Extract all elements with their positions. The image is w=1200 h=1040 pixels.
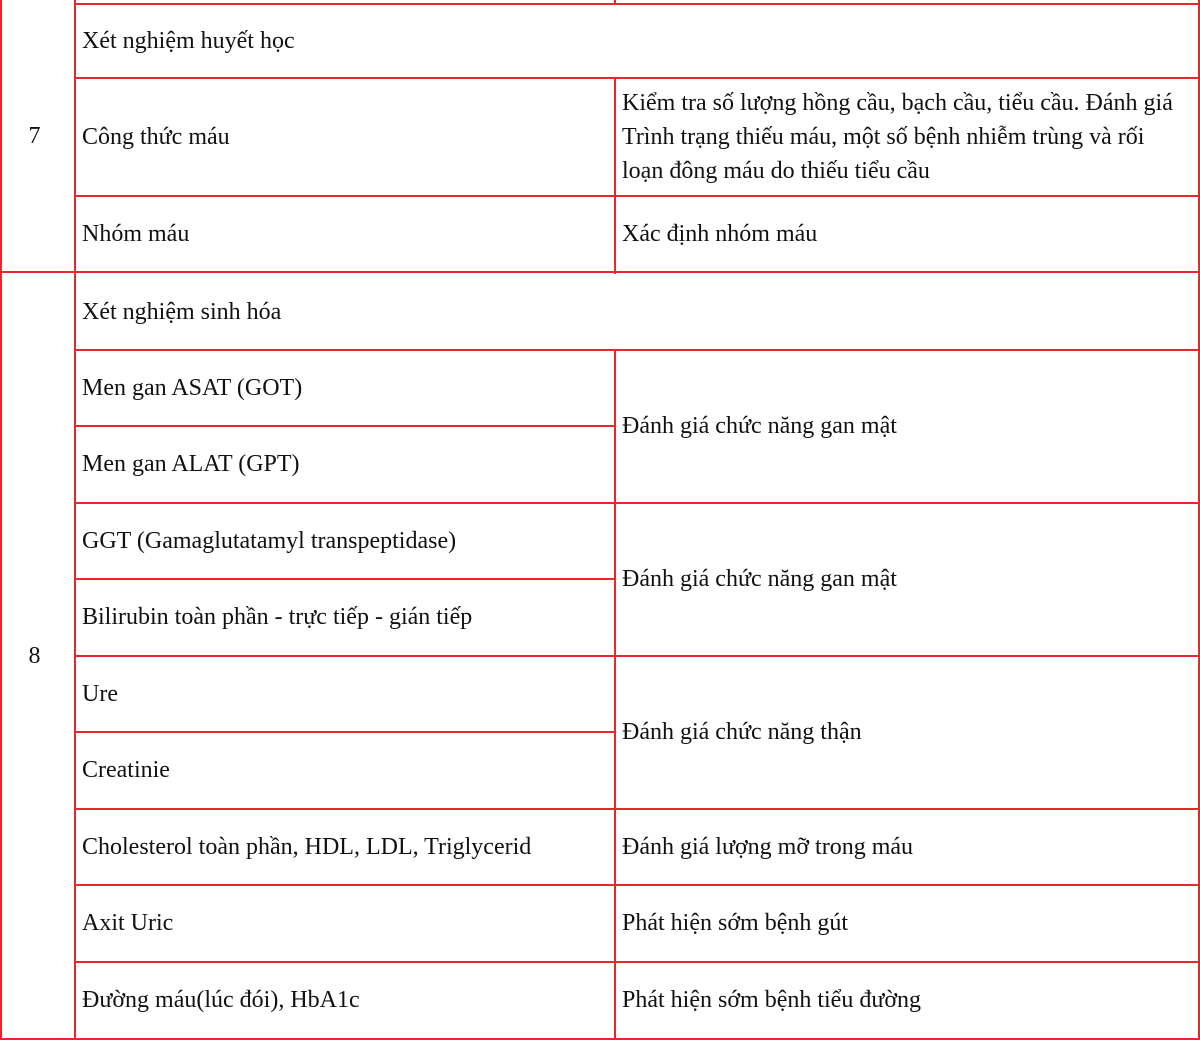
test-name: GGT (Gamaglutatamyl transpeptidase) [82,528,457,554]
row-divider [75,77,1200,79]
row-divider [75,961,1200,963]
row-divider [75,884,1200,886]
test-name: Men gan ALAT (GPT) [82,451,300,477]
test-purpose: Đánh giá chức năng gan mật [622,413,897,439]
test-name: Cholesterol toàn phần, HDL, LDL, Triglycerid [82,834,532,860]
test-purpose: Xác định nhóm máu [622,221,818,247]
column-divider-group7 [614,78,616,274]
test-name: Ure [82,681,118,707]
group-title: Xét nghiệm huyết học [82,28,295,54]
test-purpose: Đánh giá chức năng thận [622,719,862,745]
test-name: Đường máu(lúc đói), HbA1c [82,987,360,1013]
group-number: 7 [28,123,41,149]
test-name: Công thức máu [82,124,230,150]
row-divider [75,195,1200,197]
row-divider [75,349,1200,351]
group-number: 8 [28,643,41,669]
test-name: Men gan ASAT (GOT) [82,375,303,401]
test-purpose: Đánh giá lượng mỡ trong máu [622,834,914,860]
test-name: Creatinie [82,757,170,783]
column-divider-group8 [614,350,616,1040]
row-divider [75,655,1200,657]
row-divider [75,808,1200,810]
test-purpose: Phát hiện sớm bệnh tiểu đường [622,987,922,1013]
test-name: Bilirubin toàn phần - trực tiếp - gián tiếp [82,604,473,630]
row-divider [75,731,615,733]
row-divider [75,502,1200,504]
test-purpose: Kiểm tra số lượng hồng cầu, bạch cầu, tiểu cầu. Đánh giá Trình trạng thiếu máu, một số bệnh nhiễm trùng và rối loạn đông máu do thiếu tiểu cầu [622,90,1173,184]
table-border-left [0,0,2,1040]
test-name: Axit Uric [82,910,174,936]
group-title: Xét nghiệm sinh hóa [82,299,282,325]
row-divider [75,425,615,427]
test-purpose: Đánh giá chức năng gan mật [622,566,897,592]
group-divider [0,271,1200,273]
row-divider [75,578,615,580]
test-name: Nhóm máu [82,221,190,247]
row-divider [75,3,1200,5]
test-purpose: Phát hiện sớm bệnh gút [622,910,849,936]
